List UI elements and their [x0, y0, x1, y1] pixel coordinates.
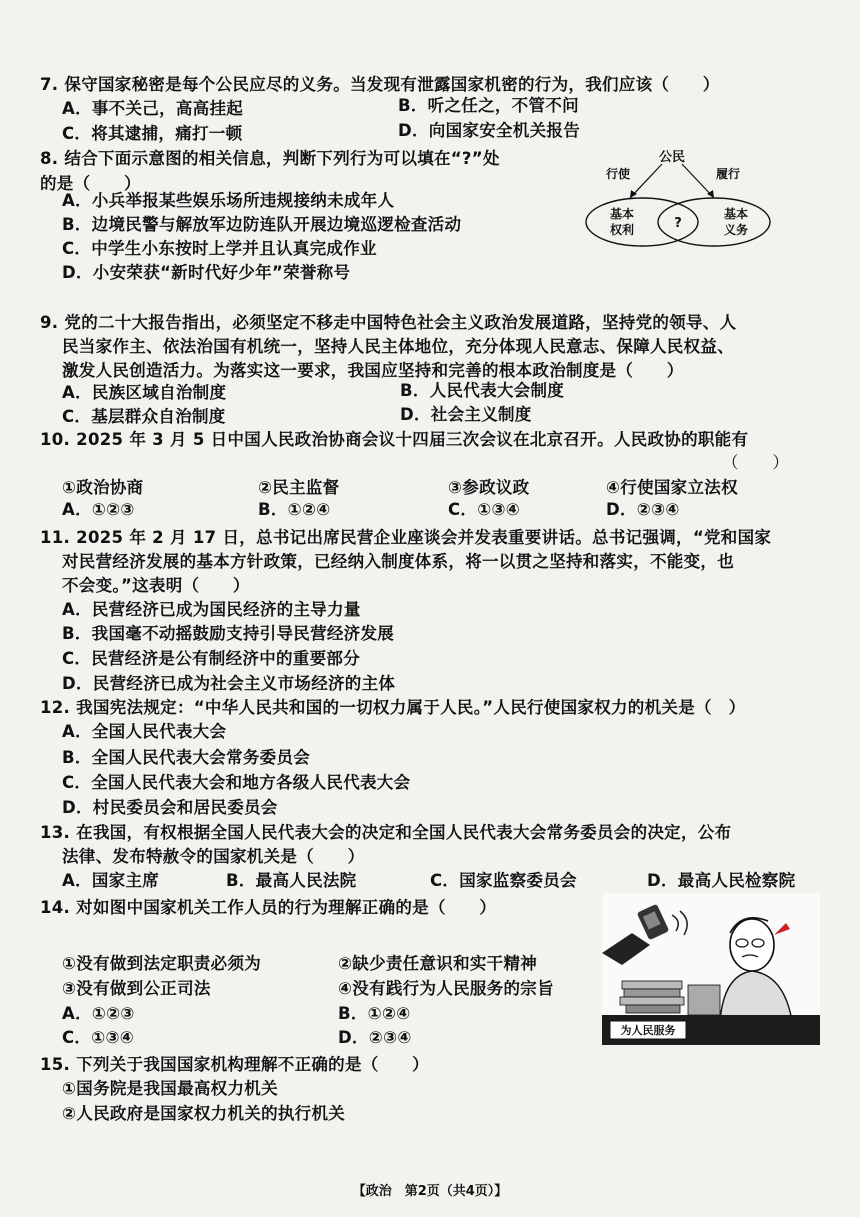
q11-option-d: D．民营经济已成为社会主义市场经济的主体 — [62, 674, 396, 693]
q12-stem: 12. 我国宪法规定：“中华人民共和国的一切权力属于人民。”人民行使国家权力的机关是（ ） — [40, 698, 746, 717]
q12-option-c: C．全国人民代表大会和地方各级人民代表大会 — [62, 773, 411, 792]
q11-option-a: A．民营经济已成为国民经济的主导力量 — [62, 600, 361, 619]
diagram-citizen-label: 公民 — [658, 150, 686, 165]
diagram-question-mark: ? — [674, 216, 682, 231]
q8-stem-line1: 8. 结合下面示意图的相关信息，判断下列行为可以填在“?”处 — [40, 149, 500, 168]
q13-option-c: C．国家监察委员会 — [430, 871, 577, 890]
q15-item-1: ①国务院是我国最高权力机关 — [62, 1079, 278, 1098]
q11-option-b: B．我国毫不动摇鼓励支持引导民营经济发展 — [62, 624, 395, 643]
q8-option-c: C．中学生小东按时上学并且认真完成作业 — [62, 239, 377, 258]
diagram-exercise-label: 行使 — [605, 167, 631, 181]
q10-answer-paren: （ ） — [722, 453, 790, 472]
q13-stem-line2: 法律、发布特赦令的国家机关是（ ） — [62, 847, 365, 866]
q11-stem-line2: 对民营经济发展的基本方针政策，已经纳入制度体系，将一以贯之坚持和落实，不能变，也 — [62, 552, 734, 571]
q9-option-b: B．人民代表大会制度 — [400, 381, 565, 400]
q13-option-b: B．最高人民法院 — [226, 871, 357, 890]
q14-option-b: B．①②④ — [338, 1004, 411, 1023]
page-footer: 【政治 第2页（共4页）】 — [352, 1184, 508, 1199]
q8-stem-line2: 的是（ ） — [40, 174, 141, 193]
q8-option-b: B．边境民警与解放军边防连队开展边境巡逻检查活动 — [62, 215, 462, 234]
q10-item-1: ①政治协商 — [62, 478, 144, 497]
q7-option-a: A．事不关己，高高挂起 — [62, 99, 244, 118]
q12-option-d: D．村民委员会和居民委员会 — [62, 798, 278, 817]
q15-item-2: ②人民政府是国家权力机关的执行机关 — [62, 1104, 346, 1123]
q9-stem-line2: 民当家作主、依法治国有机统一，坚持人民主体地位，充分体现人民意志、保障人民权益、 — [62, 337, 734, 356]
q10-item-3: ③参政议政 — [448, 478, 530, 497]
q10-stem: 10. 2025 年 3 月 5 日中国人民政治协商会议十四届三次会议在北京召开。人民政协的职能有 — [40, 430, 749, 449]
q7-option-b: B．听之任之，不管不问 — [398, 96, 579, 115]
q10-option-a: A．①②③ — [62, 500, 135, 519]
rights-duties-diagram — [578, 146, 788, 248]
q11-option-c: C．民营经济是公有制经济中的重要部分 — [62, 649, 361, 668]
desk-sign-text: 为人民服务 — [620, 1024, 676, 1037]
q10-item-2: ②民主监督 — [258, 478, 340, 497]
diagram-fulfill-label: 履行 — [715, 167, 741, 181]
q9-option-a: A．民族区域自治制度 — [62, 383, 227, 402]
q8-option-d: D．小安荣获“新时代好少年”荣誉称号 — [62, 263, 351, 282]
q10-item-4: ④行使国家立法权 — [606, 478, 738, 497]
q13-stem-line1: 13. 在我国，有权根据全国人民代表大会的决定和全国人民代表大会常务委员会的决定，公布 — [40, 823, 732, 842]
q11-stem-line1: 11. 2025 年 2 月 17 日，总书记出席民营企业座谈会并发表重要讲话。总书记强调，“党和国家 — [40, 528, 772, 547]
q14-option-d: D．②③④ — [338, 1028, 412, 1047]
q13-option-d: D．最高人民检察院 — [647, 871, 796, 890]
q14-item-4: ④没有践行为人民服务的宗旨 — [338, 979, 554, 998]
q14-option-c: C．①③④ — [62, 1028, 135, 1047]
official-cartoon — [602, 893, 820, 1045]
q8-option-a: A．小兵举报某些娱乐场所违规接纳未成年人 — [62, 191, 395, 210]
stacked-files — [688, 985, 720, 1015]
q9-option-d: D．社会主义制度 — [400, 405, 532, 424]
q14-item-2: ②缺少责任意识和实干精神 — [338, 954, 538, 973]
diagram-duties-line1: 基本 — [723, 207, 749, 221]
q7-stem: 7. 保守国家秘密是每个公民应尽的义务。当发现有泄露国家机密的行为，我们应该（ ） — [40, 75, 720, 94]
q10-option-b: B．①②④ — [258, 500, 331, 519]
diagram-rights-line1: 基本 — [609, 207, 635, 221]
q12-option-b: B．全国人民代表大会常务委员会 — [62, 748, 311, 767]
q15-stem: 15. 下列关于我国国家机构理解不正确的是（ ） — [40, 1055, 429, 1074]
q9-option-c: C．基层群众自治制度 — [62, 407, 226, 426]
diagram-rights-line2: 权利 — [609, 223, 635, 237]
q9-stem-line1: 9. 党的二十大报告指出，必须坚定不移走中国特色社会主义政治发展道路，坚持党的领导、人 — [40, 313, 737, 332]
diagram-duties-line2: 义务 — [723, 223, 749, 237]
q7-option-c: C．将其逮捕，痛打一顿 — [62, 124, 243, 143]
q11-stem-line3: 不会变。”这表明（ ） — [62, 576, 250, 595]
q7-option-d: D．向国家安全机关报告 — [398, 121, 580, 140]
q9-stem-line3: 激发人民创造活力。为落实这一要求，我国应坚持和完善的根本政治制度是（ ） — [62, 361, 684, 380]
q12-option-a: A．全国人民代表大会 — [62, 722, 227, 741]
q14-item-1: ①没有做到法定职责必须为 — [62, 954, 262, 973]
q14-option-a: A．①②③ — [62, 1004, 135, 1023]
q14-item-3: ③没有做到公正司法 — [62, 979, 211, 998]
q10-option-c: C．①③④ — [448, 500, 521, 519]
q10-option-d: D．②③④ — [606, 500, 680, 519]
q14-stem: 14. 对如图中国家机关工作人员的行为理解正确的是（ ） — [40, 898, 497, 917]
q13-option-a: A．国家主席 — [62, 871, 160, 890]
